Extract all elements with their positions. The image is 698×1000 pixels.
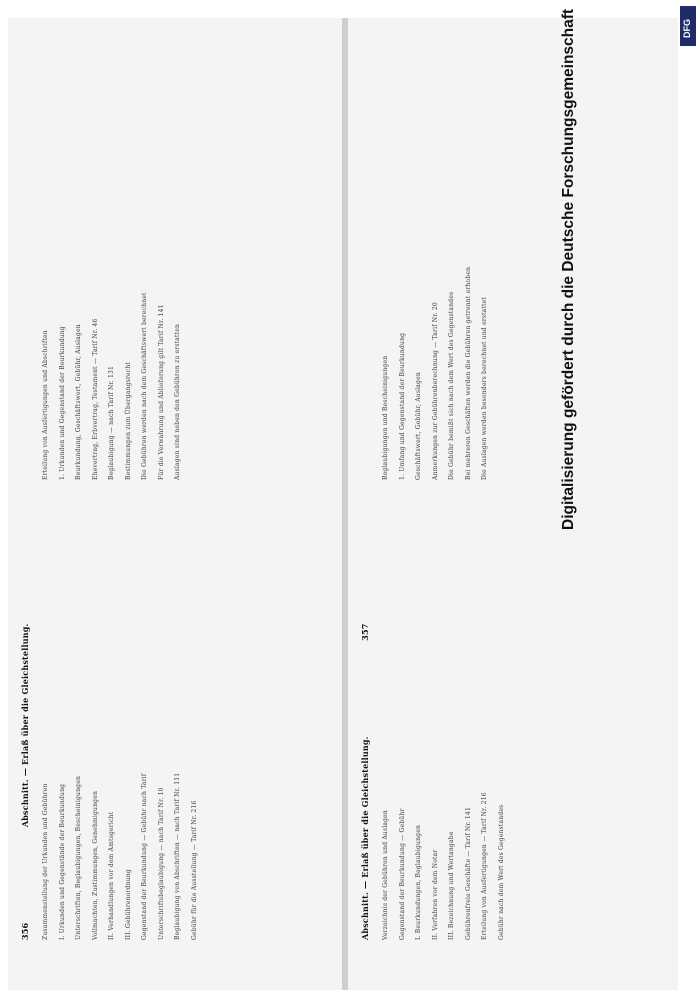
right-running-title: Abschnitt. — Erlaß über die Gleichstellung.	[360, 736, 370, 940]
right-text-line: Gegenstand der Beurkundung — Gebühr	[398, 808, 406, 940]
left-text-line: Gebühr für die Ausstellung — Tarif Nr. 216	[190, 800, 198, 940]
left-running-title: Abschnitt. — Erlaß über die Gleichstellung.	[20, 623, 30, 828]
right-text-line: Erteilung von Ausfertigungen — Tarif Nr. 216	[481, 792, 488, 940]
left-text-line: 1. Urkunden und Gegenstand der Beurkundung	[58, 326, 66, 480]
left-text-line: Gegenstand der Beurkundung — Gebühr nach Tarif	[141, 773, 148, 940]
right-text-line: Die Gebühr bemißt sich nach dem Wert des Gegenstandes	[448, 291, 455, 480]
right-text-line: Geschäftswert, Gebühr, Auslagen	[415, 372, 422, 480]
left-page-content	[22, 30, 332, 980]
left-text-line: Bestimmungen zum Übergangsrecht	[124, 361, 132, 480]
left-text-line: II. Verhandlungen vor dem Amtsgericht	[108, 811, 115, 940]
left-running-head	[22, 623, 30, 940]
right-text-line: 1. Umfang und Gegenstand der Beurkundung	[398, 332, 406, 480]
right-page-content	[362, 30, 662, 980]
left-text-line: Beglaubigung von Abschriften — nach Tarif Nr. 111	[174, 772, 181, 940]
right-text-line: Gebühr nach dem Wert des Gegenstandes	[497, 804, 505, 940]
right-text-line: III. Bezeichnung und Wertangabe	[448, 831, 455, 940]
right-text-line: Die Auslagen werden besonders berechnet und erstattet	[481, 296, 488, 480]
right-text-line: Anmerkungen zur Gebührenberechnung — Tarif Nr. 20	[431, 302, 439, 480]
right-text-block	[382, 60, 652, 940]
left-text-line: Unterschriften, Beglaubigungen, Bescheinigungen	[75, 775, 82, 940]
left-text-line: Zusammenstellung der Urkunden und Gebühren	[42, 783, 49, 940]
right-text-line: Verzeichnis der Gebühren und Auslagen	[382, 809, 389, 940]
right-text-line: I. Beurkundungen, Beglaubigungen	[415, 824, 422, 940]
right-text-line: II. Verfahren vor dem Notar	[431, 849, 439, 940]
left-page-number: 356	[20, 922, 30, 940]
left-text-line: Die Gebühren werden nach dem Geschäftswert berechnet	[141, 292, 148, 480]
dfg-logo-text: DFG	[682, 19, 692, 38]
left-text-line: III. Gebührenordnung	[124, 869, 132, 940]
dfg-logo	[680, 6, 696, 46]
left-text-line: Auslagen sind neben den Gebühren zu erstatten	[174, 323, 181, 480]
left-text-line: Unterschriftsbeglaubigung — nach Tarif Nr. 10	[157, 787, 165, 940]
right-page-number: 357	[360, 623, 370, 641]
left-text-line: I. Urkunden und Gegenstände der Beurkundung	[58, 783, 66, 940]
left-text-line: Erteilung von Ausfertigungen und Abschriften	[42, 330, 49, 480]
right-text-line: Beglaubigungen und Bescheinigungen	[382, 355, 389, 480]
right-text-line: Bei mehreren Geschäften werden die Gebühren getrennt erhoben	[464, 266, 472, 480]
right-text-line: Gebührenfreie Geschäfte — Tarif Nr. 141	[464, 807, 472, 940]
left-text-block	[42, 60, 332, 940]
digitization-notice: Digitalisierung gefördert durch die Deutsche Forschungsgemeinschaft	[560, 8, 577, 530]
left-text-line: Beurkundung, Geschäftswert, Gebühr, Auslagen	[75, 324, 82, 480]
left-text-line: Beglaubigung — nach Tarif Nr. 131	[108, 365, 115, 480]
book-gutter	[342, 18, 348, 990]
left-text-line: Vollmachten, Zustimmungen, Genehmigungen	[91, 790, 99, 940]
left-text-line: Ehevertrag, Erbvertrag, Testament — Tarif Nr. 46	[91, 318, 99, 480]
left-text-line: Für die Verwahrung und Ablieferung gilt Tarif Nr. 141	[157, 304, 165, 480]
right-running-head	[362, 623, 370, 940]
